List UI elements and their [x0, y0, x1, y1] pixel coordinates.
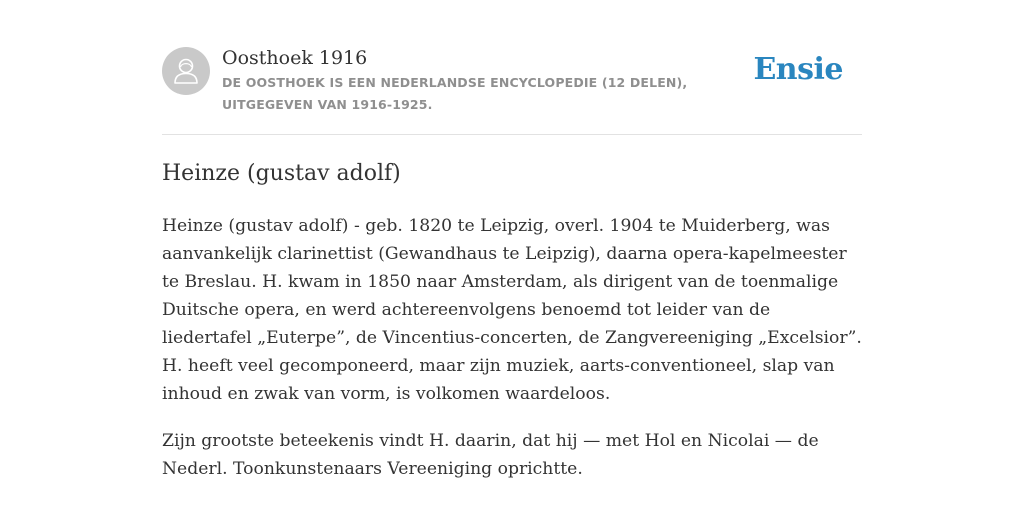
- article-paragraph: Heinze (gustav adolf) - geb. 1820 te Leipzig, overl. 1904 te Muiderberg, was aanvankelijk clarinettist (Gewandhaus te Leipzig), daarna opera-kapelmeester te Breslau. H. kwam in 1850 naar Amsterdam, als dirigent van de toenmalige Duitsche opera, en werd achtereenvolgens benoemd tot leider van de liedertafel „Euterpe”, de Vincentius-concerten, de Zangvereeniging „Excelsior”. H. heeft veel gecomponeerd, maar zijn muziek, aarts-conventioneel, slap van inhoud en zwak van vorm, is volkomen waardeloos.: [162, 216, 862, 404]
- source-name[interactable]: Oosthoek 1916: [222, 47, 368, 69]
- article-paragraph: Zijn grootste beteekenis vindt H. daarin, dat hij — met Hol en Nicolai — de Nederl. Toonkunstenaars Vereeniging oprichtte.: [162, 431, 819, 479]
- avatar[interactable]: [162, 47, 210, 95]
- source-header: [162, 0, 862, 135]
- article-body: [162, 212, 862, 502]
- user-icon: [162, 47, 210, 95]
- brand-logo[interactable]: Ensie: [753, 52, 843, 87]
- page-container: [162, 0, 862, 479]
- source-description: DE OOSTHOEK IS EEN NEDERLANDSE ENCYCLOPEDIE (12 DELEN), UITGEGEVEN VAN 1916-1925.: [222, 75, 688, 112]
- article-title: Heinze (gustav adolf): [162, 161, 401, 186]
